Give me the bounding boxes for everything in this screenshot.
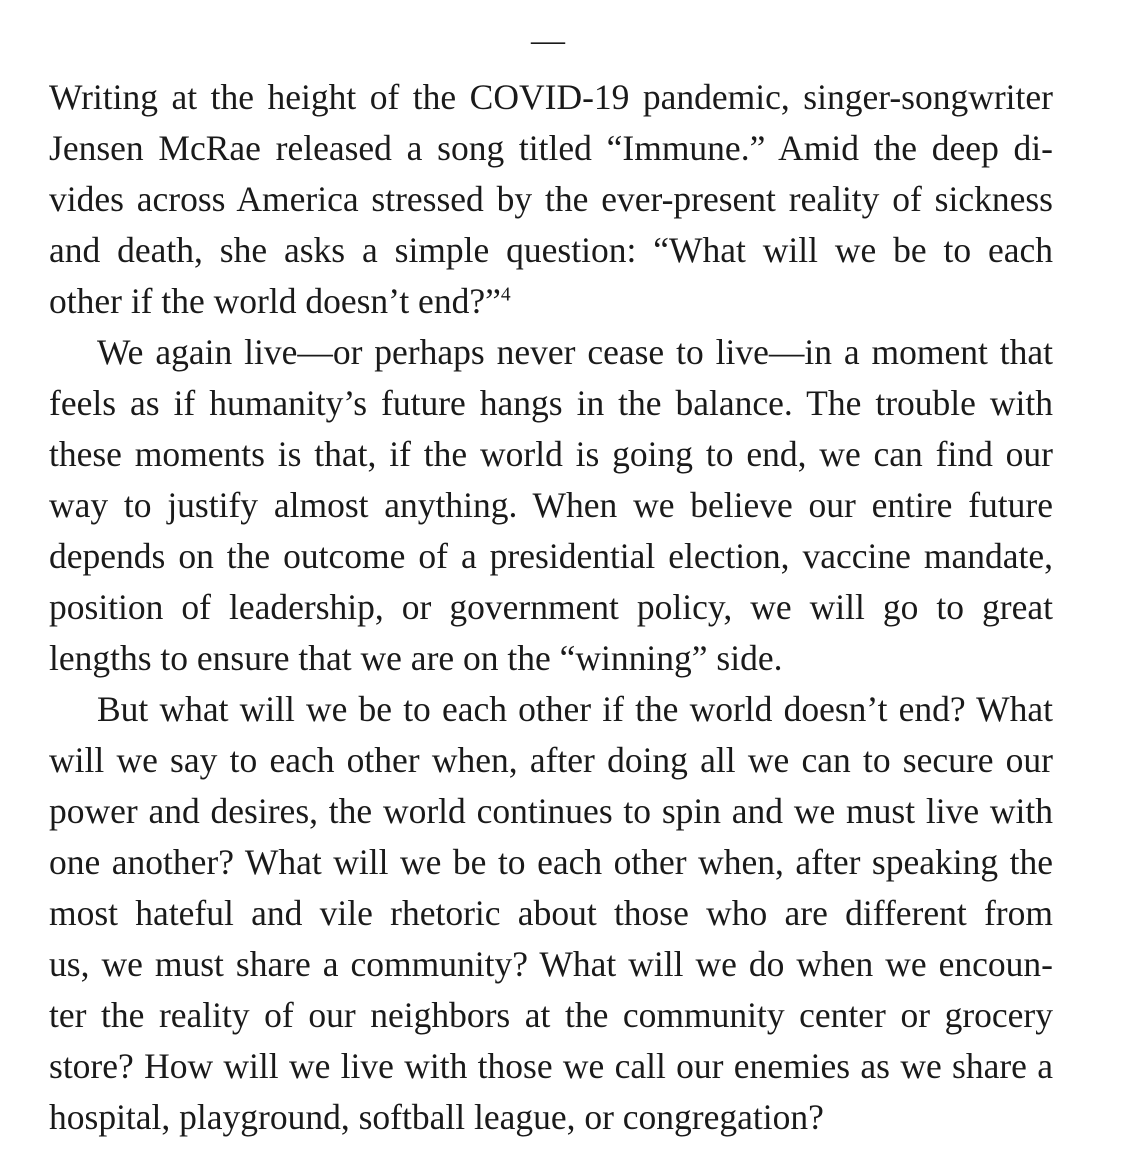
paragraph-line: these moments is that, if the world is going to end, we can find our: [49, 434, 1053, 474]
paragraph-line: will we say to each other when, after doing all we can to secure our: [49, 740, 1053, 780]
section-break: —: [531, 22, 565, 59]
paragraph-line: ter the reality of our neighbors at the community center or grocery: [49, 995, 1053, 1035]
paragraph-line: position of leadership, or government policy, we will go to great: [49, 587, 1053, 627]
paragraph-line: Writing at the height of the COVID-19 pandemic, singer-songwriter: [49, 77, 1053, 117]
paragraph-line: one another? What will we be to each other when, after speaking the: [49, 842, 1053, 882]
paragraph-line: But what will we be to each other if the world doesn’t end? What: [97, 689, 1053, 729]
paragraph-3: [49, 684, 1053, 1143]
paragraph-line: vides across America stressed by the ever-present reality of sickness: [49, 179, 1053, 219]
paragraph-line: lengths to ensure that we are on the “winning” side.: [49, 638, 783, 678]
paragraph-line: [49, 276, 1053, 327]
paragraph-1: [49, 72, 1053, 327]
body-text: [49, 72, 1053, 1143]
book-page: [49, 0, 1053, 1143]
paragraph-line: power and desires, the world continues to spin and we must live with: [49, 791, 1053, 831]
paragraph-line: most hateful and vile rhetoric about those who are different from: [49, 893, 1053, 933]
paragraph-line: feels as if humanity’s future hangs in the balance. The trouble with: [49, 383, 1053, 423]
paragraph-line: us, we must share a community? What will we do when we encoun-: [49, 944, 1053, 984]
paragraph-line-text: other if the world doesn’t end?”: [49, 281, 501, 321]
paragraph-line: We again live—or perhaps never cease to live—in a moment that: [97, 332, 1053, 372]
paragraph-line: Jensen McRae released a song titled “Immune.” Amid the deep di-: [49, 128, 1053, 168]
footnote-marker[interactable]: 4: [500, 284, 511, 306]
paragraph-2: [49, 327, 1053, 684]
paragraph-line: and death, she asks a simple question: “What will we be to each: [49, 230, 1053, 270]
paragraph-line: way to justify almost anything. When we believe our entire future: [49, 485, 1053, 525]
paragraph-line: hospital, playground, softball league, or congregation?: [49, 1097, 824, 1137]
paragraph-line: depends on the outcome of a presidential election, vaccine mandate,: [49, 536, 1053, 576]
paragraph-line: store? How will we live with those we call our enemies as we share a: [49, 1046, 1053, 1086]
